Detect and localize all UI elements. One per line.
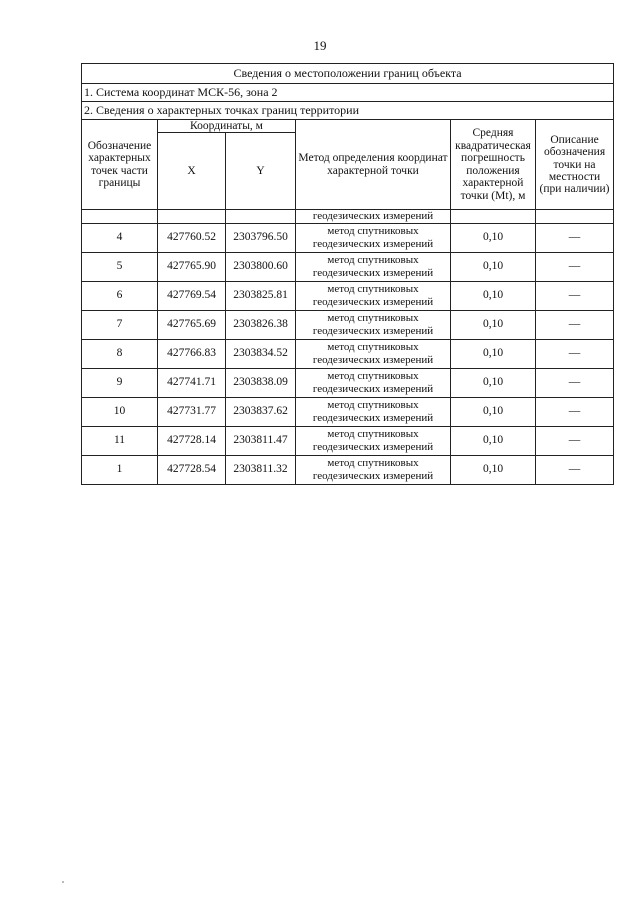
cell-method: метод спутниковых геодезических измерений bbox=[296, 426, 451, 455]
cell-method: метод спутниковых геодезических измерений bbox=[296, 223, 451, 252]
cell-y: 2303825.81 bbox=[226, 281, 296, 310]
cell-method: метод спутниковых геодезических измерений bbox=[296, 252, 451, 281]
cell-error: 0,10 bbox=[451, 252, 536, 281]
empty-cell bbox=[158, 210, 226, 223]
cell-point: 9 bbox=[82, 368, 158, 397]
cell-description: — bbox=[536, 368, 614, 397]
boundary-points-table bbox=[81, 63, 614, 485]
cell-description: — bbox=[536, 397, 614, 426]
cell-point: 11 bbox=[82, 426, 158, 455]
cell-error: 0,10 bbox=[451, 455, 536, 484]
cell-point: 1 bbox=[82, 455, 158, 484]
cell-description: — bbox=[536, 223, 614, 252]
cell-x: 427728.54 bbox=[158, 455, 226, 484]
cell-x: 427741.71 bbox=[158, 368, 226, 397]
header-error: Средняя квадратическая погрешность положения характерной точки (Mt), м bbox=[451, 120, 536, 210]
coordinate-system: 1. Система координат МСК-56, зона 2 bbox=[82, 84, 614, 102]
cell-description: — bbox=[536, 310, 614, 339]
cell-error: 0,10 bbox=[451, 368, 536, 397]
cell-y: 2303796.50 bbox=[226, 223, 296, 252]
cell-error: 0,10 bbox=[451, 223, 536, 252]
table-title-row bbox=[82, 64, 614, 84]
section-title-row bbox=[82, 102, 614, 120]
table-row bbox=[82, 252, 614, 281]
empty-cell bbox=[536, 210, 614, 223]
cell-method: метод спутниковых геодезических измерений bbox=[296, 455, 451, 484]
header-description: Описание обозначения точки на местности (при наличии) bbox=[536, 120, 614, 210]
cell-y: 2303800.60 bbox=[226, 252, 296, 281]
coordinate-system-row bbox=[82, 84, 614, 102]
section-title: 2. Сведения о характерных точках границ территории bbox=[82, 102, 614, 120]
cell-error: 0,10 bbox=[451, 281, 536, 310]
cell-description: — bbox=[536, 455, 614, 484]
header-x: X bbox=[158, 133, 226, 210]
cell-point: 5 bbox=[82, 252, 158, 281]
cell-description: — bbox=[536, 339, 614, 368]
continued-row bbox=[82, 210, 614, 223]
cell-error: 0,10 bbox=[451, 397, 536, 426]
table-row bbox=[82, 223, 614, 252]
cell-x: 427765.69 bbox=[158, 310, 226, 339]
cell-error: 0,10 bbox=[451, 310, 536, 339]
empty-cell bbox=[451, 210, 536, 223]
cell-point: 10 bbox=[82, 397, 158, 426]
cell-method: метод спутниковых геодезических измерений bbox=[296, 368, 451, 397]
cell-description: — bbox=[536, 426, 614, 455]
empty-cell bbox=[226, 210, 296, 223]
cell-y: 2303837.62 bbox=[226, 397, 296, 426]
cell-description: — bbox=[536, 252, 614, 281]
cell-point: 4 bbox=[82, 223, 158, 252]
cell-error: 0,10 bbox=[451, 426, 536, 455]
page-number: 19 bbox=[313, 38, 327, 53]
cell-y: 2303811.47 bbox=[226, 426, 296, 455]
cell-y: 2303811.32 bbox=[226, 455, 296, 484]
table-row bbox=[82, 281, 614, 310]
table-row bbox=[82, 426, 614, 455]
scan-speck bbox=[62, 881, 64, 883]
cell-description: — bbox=[536, 281, 614, 310]
empty-cell bbox=[82, 210, 158, 223]
cell-method: метод спутниковых геодезических измерений bbox=[296, 310, 451, 339]
table-title: Сведения о местоположении границ объекта bbox=[82, 64, 614, 84]
table-row bbox=[82, 397, 614, 426]
cell-y: 2303834.52 bbox=[226, 339, 296, 368]
table-row bbox=[82, 310, 614, 339]
cell-x: 427731.77 bbox=[158, 397, 226, 426]
header-coordinates: Координаты, м bbox=[158, 120, 296, 133]
cell-x: 427765.90 bbox=[158, 252, 226, 281]
cell-x: 427728.14 bbox=[158, 426, 226, 455]
cell-point: 7 bbox=[82, 310, 158, 339]
header-method: Метод определения координат характерной точки bbox=[296, 120, 451, 210]
table-row bbox=[82, 455, 614, 484]
cell-x: 427766.83 bbox=[158, 339, 226, 368]
header-row bbox=[82, 120, 614, 133]
header-point-designation: Обозначение характерных точек части границы bbox=[82, 120, 158, 210]
continued-method: геодезических измерений bbox=[296, 210, 451, 223]
cell-method: метод спутниковых геодезических измерений bbox=[296, 397, 451, 426]
table-row bbox=[82, 368, 614, 397]
cell-point: 6 bbox=[82, 281, 158, 310]
cell-y: 2303838.09 bbox=[226, 368, 296, 397]
cell-error: 0,10 bbox=[451, 339, 536, 368]
cell-point: 8 bbox=[82, 339, 158, 368]
cell-y: 2303826.38 bbox=[226, 310, 296, 339]
header-y: Y bbox=[226, 133, 296, 210]
cell-x: 427760.52 bbox=[158, 223, 226, 252]
table-row bbox=[82, 339, 614, 368]
cell-x: 427769.54 bbox=[158, 281, 226, 310]
cell-method: метод спутниковых геодезических измерений bbox=[296, 281, 451, 310]
cell-method: метод спутниковых геодезических измерений bbox=[296, 339, 451, 368]
